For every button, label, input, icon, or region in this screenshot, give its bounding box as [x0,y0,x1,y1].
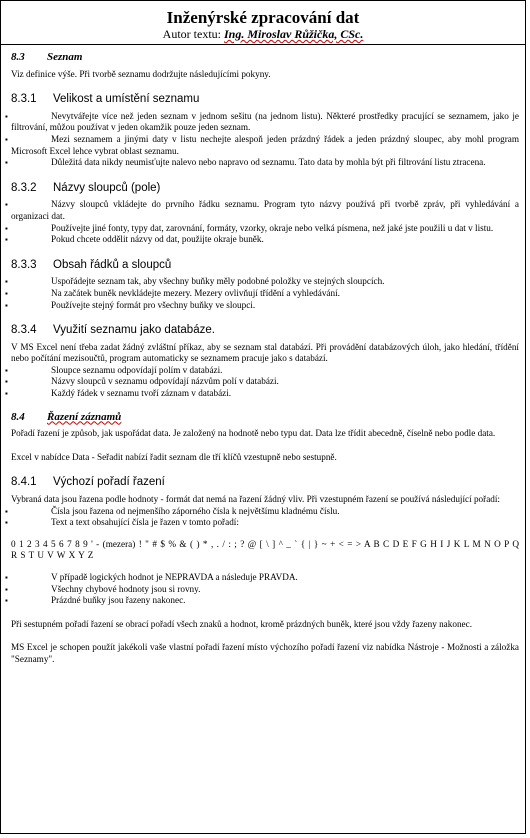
list-item: ▪ Čísla jsou řazena od nejmenšího záporného čísla k největšímu kladnému číslu. [11,506,519,518]
list-item: ▪ Názvy sloupců vkládejte do prvního řádku seznamu. Program tyto názvy používá při tvorbě zpráv, při vyhledávání a organizaci dat. [11,199,519,222]
list-item: ▪ Mezi seznamem a jinými daty v listu nechejte alespoň jeden prázdný řádek a jeden prázdný sloupec, aby mohl program Microsoft Excel lehce vybrat oblast seznamu. [11,134,519,157]
list-8-3-3 [11,276,519,311]
heading-8-3-1: 8.3.1 Velikost a umístění seznamu [11,93,200,106]
paragraph-8-3-intro: Viz definice výše. Při tvorbě seznamu dodržujte následujícími pokyny. [11,68,271,79]
list-item: ▪ Důležitá data nikdy neumisťujte nalevo nebo napravo od seznamu. Tato data by mohla být při filtrování listu ztracena. [11,157,519,169]
list-item: ▪ Používejte jiné fonty, typy dat, zarovnání, formáty, vzorky, okraje nebo velká písmena, než jaké jste použili u dat v listu. [11,223,519,235]
paragraph-8-4-1-intro: Vybraná data jsou řazena podle hodnoty - formát dat nemá na řazení žádný vliv. Při vzestupném řazení se používá následující pořadí: [11,494,500,505]
heading-8-4-1: 8.4.1 Výchozí pořadí řazení [11,476,165,489]
list-8-4-1-a [11,506,519,529]
list-8-3-1 [11,111,519,169]
list-item: ▪ Každý řádek v seznamu tvoří záznam v databázi. [11,388,519,400]
list-8-3-2 [11,199,519,245]
list-8-3-4 [11,365,519,400]
list-item: ▪ Sloupce seznamu odpovídají polím v databázi. [11,365,519,377]
paragraph-descending: Při sestupném pořadí řazení se obrací pořadí všech znaků a hodnot, kromě prázdných buněk, které jsou vždy řazeny nakonec. [11,618,472,629]
list-item: ▪ Nevytvářejte více než jeden seznam v jednom sešitu (na jednom listu). Některé prostředky pracující se seznamem, jako je filtrování, můžou používat v jeden okamžik pouze jeden seznam. [11,111,519,134]
heading-8-3-3: 8.3.3 Obsah řádků a sloupců [11,258,172,271]
author-name: Ing. Miroslav Růžička, CSc. [223,27,364,41]
document-body [1,45,525,666]
list-item: ▪ Uspořádejte seznam tak, aby všechny buňky měly podobné položky ve stejných sloupcích. [11,276,519,288]
list-8-4-1-b [11,572,519,607]
heading-8-3-2: 8.3.2 Názvy sloupců (pole) [11,181,161,194]
paragraph-8-4-p2: Excel v nabídce Data - Seřadit nabízí řadit seznam dle tří klíčů vzestupně nebo sestupně. [11,451,337,462]
list-item: ▪ Text a text obsahující čísla je řazen v tomto pořadí: [11,517,519,529]
paragraph-custom-order: MS Excel je schopen použít jakékoli vaše vlastní pořadí řazení místo výchozího pořadí řazení viz nabídka Nástroje - Možnosti a záložka "Seznamy". [11,642,519,664]
list-item: ▪ Pokud chcete oddělit názvy od dat, použijte okraje buněk. [11,234,519,246]
heading-8-3-4: 8.3.4 Využití seznamu jako databáze. [11,324,215,337]
list-item: ▪ Na začátek buněk nevkládejte mezery. Mezery ovlivňují třídění a vyhledávání. [11,288,519,300]
paragraph-8-3-4-intro: V MS Excel není třeba zadat žádný zvláštní příkaz, aby se seznam stal databází. Při provádění databázových úloh, jako hledání, třídění nebo počítání mezisoučtů, program automaticky se seznamem pracuje jako s databází. [11,341,519,364]
heading-8-3: 8.3 Seznam [11,51,83,63]
list-item: ▪ Prázdné buňky jsou řazeny nakonec. [11,595,519,607]
author-line [1,27,525,41]
list-item: ▪ Používejte stejný formát pro všechny buňky ve sloupci. [11,300,519,312]
author-prefix: Autor textu: [162,27,221,41]
sort-order-characters: 0 1 2 3 4 5 6 7 8 9 ' - (mezera) ! " # $ % & ( ) * , . / : ; ? @ [ \ ] ^ _ ` { | } ~ + < = > A B C D E F G H I J K L M N O P Q R S T U V W X Y Z [11,538,519,561]
list-item: ▪ Všechny chybové hodnoty jsou si rovny. [11,584,519,596]
heading-8-4: 8.4 Řazení záznamů [11,410,122,423]
document-title: Inženýrské zpracování dat [166,8,360,27]
paragraph-8-4-p1: Pořadí řazení je způsob, jak uspořádat data. Je založený na hodnotě nebo typu dat. Data lze třídit abecedně, číselně nebo podle data. [11,428,496,439]
list-item: ▪ Názvy sloupců v seznamu odpovídají názvům polí v databázi. [11,376,519,388]
list-item: ▪ V případě logických hodnot je NEPRAVDA a následuje PRAVDA. [11,572,519,584]
page-header [1,1,525,45]
